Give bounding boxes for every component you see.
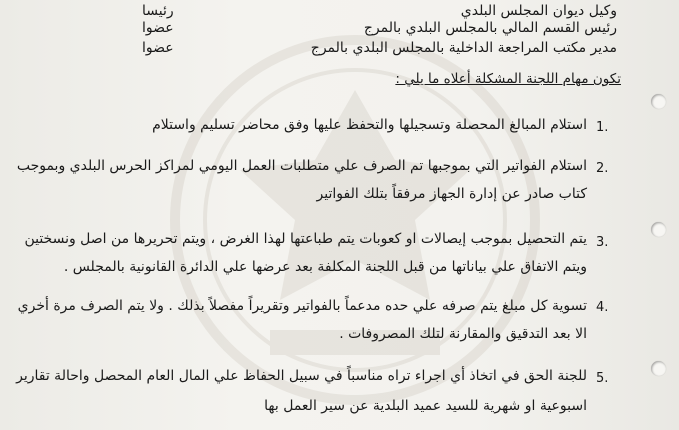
member-status: رئيسا [142, 3, 174, 19]
member-status: عضوا [142, 40, 174, 56]
task-text: الا بعد التدقيق والمقارنة لتلك المصروفات . [339, 326, 587, 342]
task-number: 1. [596, 120, 609, 135]
tasks-heading: تكون مهام اللجنة المشكلة أعلاه ما يلي : [395, 71, 621, 87]
punch-hole [651, 94, 666, 109]
task-text: تسوية كل مبلغ يتم صرفه علي حده مدعماً بالفواتير وتقريراً مفصلاً بذلك . ولا يتم الصرف مرة أخري [17, 298, 587, 314]
task-text: يتم التحصيل بموجب إيصالات او كعوبات يتم طباعتها لهذا الغرض ، ويتم تحريرها من اصل ونسختين [24, 231, 587, 247]
task-text: ويتم الاتفاق علي بياناتها من قبل اللجنة المكلفة بعد عرضها علي الدائرة القانونية بالمجلس . [63, 259, 587, 275]
member-title: رئيس القسم المالي بالمجلس البلدي بالمرج [363, 20, 617, 36]
member-status: عضوا [142, 20, 174, 36]
task-text: استلام الفواتير التي بموجبها تم الصرف علي متطلبات العمل اليومي لمراكز الحرس البلدي وبموجب [16, 158, 587, 174]
task-text: استلام المبالغ المحصلة وتسجيلها والتحفظ عليها وفق محاضر تسليم واستلام [152, 117, 587, 133]
task-number: 3. [596, 235, 609, 250]
task-number: 4. [596, 300, 609, 315]
task-number: 2. [596, 161, 609, 176]
punch-hole [651, 361, 666, 376]
committee-row [0, 3, 679, 21]
member-title: مدير مكتب المراجعة الداخلية بالمجلس البلدي بالمرج [310, 40, 617, 56]
committee-row [0, 40, 679, 58]
committee-row [0, 20, 679, 38]
task-number: 5. [596, 371, 609, 386]
task-text: اسبوعية او شهرية للسيد عميد البلدية عن سير العمل بها [264, 398, 587, 414]
punch-hole [651, 222, 666, 237]
member-title: وكيل ديوان المجلس البلدي [460, 3, 617, 19]
task-text: كتاب صادر عن إدارة الجهاز مرفقاً بتلك الفواتير [316, 186, 587, 202]
task-text: للجنة الحق في اتخاذ أي اجراء تراه مناسباً في سبيل الحفاظ علي المال العام المحصل واحالة تقارير [16, 368, 587, 384]
